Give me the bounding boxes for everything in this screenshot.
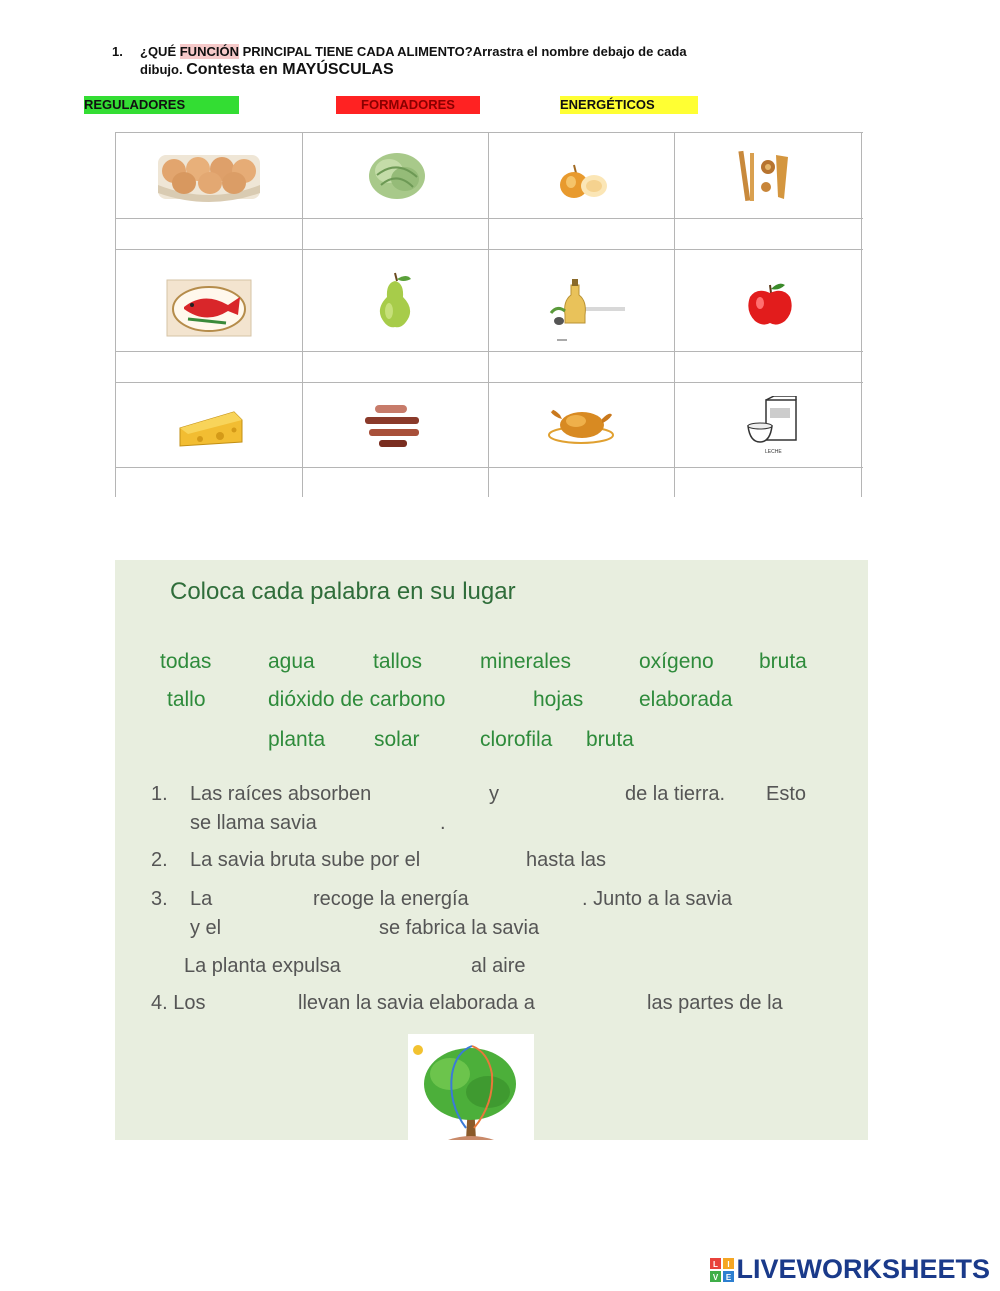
word-bank-item[interactable]: solar xyxy=(374,728,420,751)
sentence-1-text: Las raíces absorben xyxy=(190,783,372,805)
question-highlight-function: FUNCIÓN xyxy=(179,44,239,59)
word-bank-item[interactable]: minerales xyxy=(480,650,572,673)
milk-cereal-icon xyxy=(744,396,802,456)
section-title: Coloca cada palabra en su lugar xyxy=(170,578,516,605)
word-bank-item[interactable]: tallo xyxy=(167,688,206,711)
fish-plate-icon xyxy=(166,279,252,337)
liveworksheets-logo xyxy=(710,1254,990,1285)
svg-text:E: E xyxy=(726,1272,732,1282)
question-small-text: dibujo. xyxy=(140,62,187,77)
eggs-icon xyxy=(154,147,264,207)
word-bank-item[interactable]: agua xyxy=(268,650,315,673)
question-text-pre: ¿QUÉ xyxy=(140,44,180,59)
sentence-2-number: 2. xyxy=(151,849,168,871)
sentence-1-number: 1. xyxy=(151,783,168,805)
answer-cell-fish[interactable] xyxy=(117,352,302,382)
pear-icon xyxy=(373,271,417,329)
question-instruction-uppercase: Contesta en MAYÚSCULAS xyxy=(186,61,394,78)
question-line-2 xyxy=(140,61,394,79)
sentence-3-text: . Junto a la savia xyxy=(582,888,733,910)
logo-text: LIVEWORKSHEETS xyxy=(736,1254,990,1284)
liveworksheets-badge-icon xyxy=(710,1258,734,1282)
answer-cell-eggs[interactable] xyxy=(117,219,302,249)
answer-cell-sausages[interactable] xyxy=(303,468,488,497)
question-line-1 xyxy=(140,44,687,59)
svg-text:I: I xyxy=(727,1259,731,1269)
sentence-3-text: recoge la energía xyxy=(313,888,469,910)
svg-text:V: V xyxy=(713,1272,719,1282)
answer-cell-onion[interactable] xyxy=(489,219,674,249)
sentence-1-and: y xyxy=(489,783,499,805)
sentence-4-text: 4. Los xyxy=(151,992,206,1014)
apple-icon xyxy=(745,279,795,327)
sentence-4-text: las partes de la xyxy=(647,992,783,1014)
milk-label: LECHE xyxy=(765,449,782,455)
word-bank-item[interactable]: dióxido de carbono xyxy=(268,688,446,711)
word-bank-item[interactable]: tallos xyxy=(373,650,423,673)
roast-chicken-icon xyxy=(546,401,616,445)
category-formadores[interactable]: FORMADORES xyxy=(336,96,480,114)
pasta-icon xyxy=(736,147,798,205)
word-bank-item[interactable]: todas xyxy=(160,650,212,673)
sentence-3-text: al aire xyxy=(471,955,526,977)
sentence-2-text: La savia bruta sube por el xyxy=(190,849,421,871)
sentence-3-text: se fabrica la savia xyxy=(379,917,540,939)
word-bank-item[interactable]: bruta xyxy=(586,728,634,751)
sausages-icon xyxy=(361,399,427,451)
sentence-1-text: Esto xyxy=(766,783,807,805)
answer-cell-apple[interactable] xyxy=(675,352,861,382)
sentence-1-text: de la tierra. xyxy=(625,783,726,805)
sentence-3-number: 3. xyxy=(151,888,168,910)
category-energeticos[interactable]: ENERGÉTICOS xyxy=(560,96,698,114)
answer-cell-oil[interactable] xyxy=(489,352,674,382)
food-grid xyxy=(115,132,863,497)
answer-cell-pear[interactable] xyxy=(303,352,488,382)
answer-cell-pasta[interactable] xyxy=(675,219,861,249)
sentence-1-text: se llama savia xyxy=(190,812,317,834)
answer-cell-lettuce[interactable] xyxy=(303,219,488,249)
sentence-2-text: hasta las xyxy=(526,849,607,871)
question-text-post: PRINCIPAL TIENE CADA ALIMENTO?Arrastra el nombre debajo de cada xyxy=(238,44,687,59)
word-bank-item[interactable]: bruta xyxy=(759,650,807,673)
word-bank-item[interactable]: clorofila xyxy=(480,728,553,751)
sentence-1-period: . xyxy=(440,812,446,834)
answer-cell-cheese[interactable] xyxy=(117,468,302,497)
olive-oil-icon xyxy=(531,275,631,345)
lettuce-icon xyxy=(367,149,427,201)
tree-illustration xyxy=(408,1034,534,1140)
word-bank-item[interactable]: planta xyxy=(268,728,326,751)
cheese-icon xyxy=(176,408,246,448)
sentence-3-text: La planta expulsa xyxy=(184,955,341,977)
sentence-4-text: llevan la savia elaborada a xyxy=(298,992,535,1014)
question-number: 1. xyxy=(112,44,123,59)
svg-text:L: L xyxy=(713,1259,719,1269)
sentence-3-text: La xyxy=(190,888,213,910)
word-bank-item[interactable]: oxígeno xyxy=(639,650,714,673)
word-bank-item[interactable]: elaborada xyxy=(639,688,733,711)
sentence-3-text: y el xyxy=(190,917,222,939)
category-reguladores[interactable]: REGULADORES xyxy=(84,96,239,114)
answer-cell-chicken[interactable] xyxy=(489,468,674,497)
word-bank-item[interactable]: hojas xyxy=(533,688,584,711)
answer-cell-milk[interactable] xyxy=(675,468,861,497)
onion-icon xyxy=(554,161,610,201)
